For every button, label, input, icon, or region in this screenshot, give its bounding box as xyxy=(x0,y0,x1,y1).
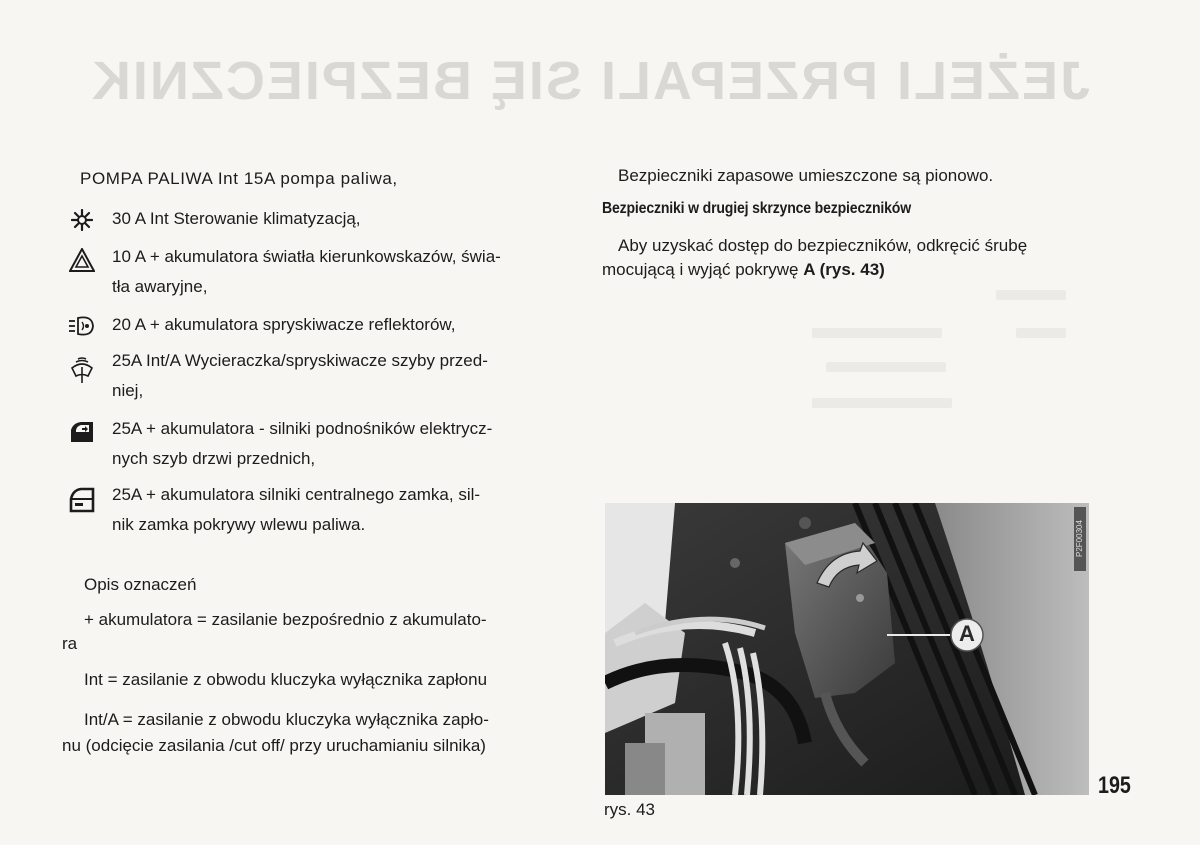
fuse-entry-line: tła awaryjne, xyxy=(112,277,208,296)
legend-line: Int/A = zasilanie z obwodu kluczyka wyłącznika zapło- xyxy=(84,710,489,729)
fuse-entry-line: 25A Int/A Wycieraczka/spryskiwacze szyby przed- xyxy=(112,351,488,370)
bleed-through-line xyxy=(812,398,952,408)
central-lock-door-icon xyxy=(68,486,96,514)
fuse-entry-line: nik zamka pokrywy wlewu paliwa. xyxy=(112,515,366,534)
access-instruction-line: Aby uzyskać dostęp do bezpieczników, odkręcić śrubę xyxy=(618,236,1028,255)
fuse-entry-text xyxy=(112,480,550,540)
fuse-entry-line: nych szyb drzwi przednich, xyxy=(112,449,316,468)
page-number: 195 xyxy=(1098,772,1131,799)
access-instruction-text: mocującą i wyjąć pokrywę xyxy=(602,260,804,279)
legend-line: ra xyxy=(62,634,78,653)
fuse-entry-text xyxy=(112,310,550,340)
figure-reference: A (rys. 43) xyxy=(803,260,885,279)
photo-reference-code: P2F00304 xyxy=(1074,507,1086,571)
fuse-entry-text xyxy=(112,242,550,302)
fuse-entry-line: 10 A + akumulatora światła kierunkowskazów, świa- xyxy=(112,247,501,266)
bleed-through-line xyxy=(1016,328,1066,338)
fuse-entry-line: 25A + akumulatora silniki centralnego zamka, sil- xyxy=(112,485,481,504)
fuse-entry-text xyxy=(112,346,550,406)
access-instruction-line xyxy=(602,260,885,280)
fuse-entry-text xyxy=(112,414,550,474)
fuel-pump-line: POMPA PALIWA Int 15A pompa paliwa, xyxy=(80,169,398,188)
fuse-entry-text xyxy=(112,204,550,234)
windscreen-wiper-icon xyxy=(68,356,96,384)
fuse-entry-line: 20 A + akumulatora spryskiwacze reflektorów, xyxy=(112,315,456,334)
fuse-entry-line: 30 A Int Sterowanie klimatyzacją, xyxy=(112,209,361,228)
legend-line: nu (odcięcie zasilania /cut off/ przy uruchamianiu silnika) xyxy=(62,736,486,755)
legend-title: Opis oznaczeń xyxy=(84,575,197,594)
power-window-icon xyxy=(68,418,96,446)
figure-caption: rys. 43 xyxy=(604,800,656,819)
section-heading: Bezpieczniki w drugiej skrzynce bezpieczników xyxy=(602,200,911,217)
bleed-through-line xyxy=(812,328,942,338)
bleed-through-line xyxy=(996,290,1066,300)
engine-bay-photo xyxy=(605,503,1089,795)
legend-line: + akumulatora = zasilanie bezpośrednio z akumulato- xyxy=(84,610,487,629)
hazard-triangle-icon xyxy=(68,246,96,274)
callout-label-a: A xyxy=(959,621,975,646)
spare-fuses-text: Bezpieczniki zapasowe umieszczone są pionowo. xyxy=(618,166,994,185)
headlamp-washer-icon xyxy=(68,312,96,340)
fuse-entry-line: 25A + akumulatora - silniki podnośników elektrycz- xyxy=(112,419,493,438)
bleed-through-line xyxy=(826,362,946,372)
bleed-through-header: JEŻELI PRZEPALI SIĘ BEZPIECZNIK xyxy=(89,51,1090,111)
climate-fan-icon xyxy=(68,206,96,234)
legend-line: Int = zasilanie z obwodu kluczyka wyłącznika zapłonu xyxy=(84,670,488,689)
fuse-entry-line: niej, xyxy=(112,381,144,400)
engine-bay-photo-illustration xyxy=(605,503,1089,795)
